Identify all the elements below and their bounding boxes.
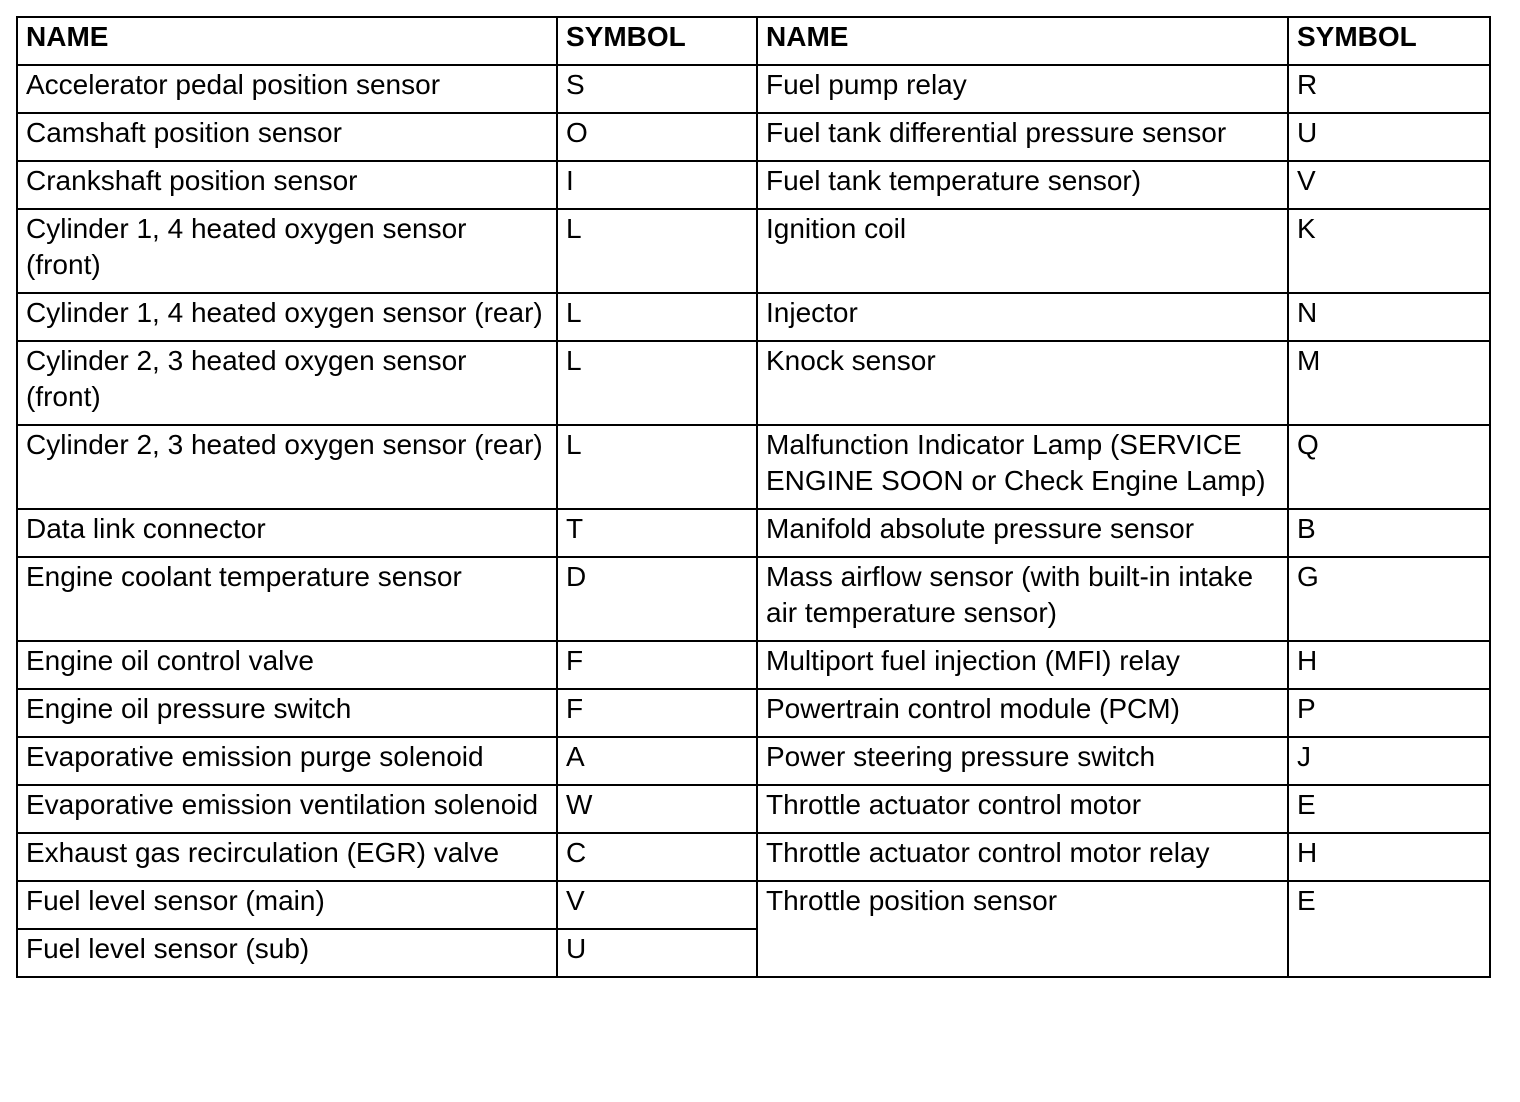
component-name: Throttle actuator control motor relay	[757, 833, 1288, 881]
header-symbol-left: SYMBOL	[557, 17, 757, 65]
table-row	[17, 833, 1490, 881]
component-symbol: P	[1288, 689, 1490, 737]
component-symbol: W	[557, 785, 757, 833]
table-row	[17, 881, 1490, 929]
component-symbol: F	[557, 689, 757, 737]
component-name: Evaporative emission purge solenoid	[17, 737, 557, 785]
table-row	[17, 509, 1490, 557]
component-legend-sheet	[16, 16, 1489, 978]
component-name: Cylinder 2, 3 heated oxygen sensor (rear)	[17, 425, 557, 509]
component-symbol: O	[557, 113, 757, 161]
component-name: Crankshaft position sensor	[17, 161, 557, 209]
component-name: Multiport fuel injection (MFI) relay	[757, 641, 1288, 689]
header-name-left: NAME	[17, 17, 557, 65]
table-row	[17, 425, 1490, 509]
component-name: Malfunction Indicator Lamp (SERVICE ENGINE SOON or Check Engine Lamp)	[757, 425, 1288, 509]
component-symbol: L	[557, 293, 757, 341]
component-symbol: M	[1288, 341, 1490, 425]
component-symbol: A	[557, 737, 757, 785]
table-row	[17, 689, 1490, 737]
component-symbol: B	[1288, 509, 1490, 557]
component-symbol: L	[557, 425, 757, 509]
component-name: Mass airflow sensor (with built-in intake air temperature sensor)	[757, 557, 1288, 641]
component-symbol: L	[557, 209, 757, 293]
component-symbol: S	[557, 65, 757, 113]
component-name: Engine oil control valve	[17, 641, 557, 689]
component-name: Cylinder 2, 3 heated oxygen sensor (front)	[17, 341, 557, 425]
component-name: Injector	[757, 293, 1288, 341]
component-symbol: T	[557, 509, 757, 557]
component-symbol: Q	[1288, 425, 1490, 509]
component-symbol: L	[557, 341, 757, 425]
table-row	[17, 785, 1490, 833]
component-name: Fuel level sensor (sub)	[17, 929, 557, 977]
table-row	[17, 641, 1490, 689]
component-symbol: U	[1288, 113, 1490, 161]
component-symbol: F	[557, 641, 757, 689]
component-name: Data link connector	[17, 509, 557, 557]
component-symbol: N	[1288, 293, 1490, 341]
component-name: Throttle actuator control motor	[757, 785, 1288, 833]
component-name: Knock sensor	[757, 341, 1288, 425]
component-symbol: H	[1288, 641, 1490, 689]
component-name: Fuel tank differential pressure sensor	[757, 113, 1288, 161]
component-symbol: U	[557, 929, 757, 977]
component-symbol: K	[1288, 209, 1490, 293]
table-row	[17, 161, 1490, 209]
header-symbol-right: SYMBOL	[1288, 17, 1490, 65]
component-name: Throttle position sensor	[757, 881, 1288, 977]
component-symbol: D	[557, 557, 757, 641]
component-symbol-table	[16, 16, 1491, 978]
table-row	[17, 65, 1490, 113]
component-name: Ignition coil	[757, 209, 1288, 293]
component-symbol: J	[1288, 737, 1490, 785]
component-name: Powertrain control module (PCM)	[757, 689, 1288, 737]
component-name: Camshaft position sensor	[17, 113, 557, 161]
component-symbol: E	[1288, 881, 1490, 977]
component-symbol: I	[557, 161, 757, 209]
component-name: Power steering pressure switch	[757, 737, 1288, 785]
table-row	[17, 737, 1490, 785]
component-name: Fuel pump relay	[757, 65, 1288, 113]
table-header-row	[17, 17, 1490, 65]
component-symbol: H	[1288, 833, 1490, 881]
component-symbol: G	[1288, 557, 1490, 641]
component-name: Accelerator pedal position sensor	[17, 65, 557, 113]
header-name-right: NAME	[757, 17, 1288, 65]
component-name: Fuel level sensor (main)	[17, 881, 557, 929]
table-row	[17, 113, 1490, 161]
table-row	[17, 293, 1490, 341]
component-name: Evaporative emission ventilation solenoid	[17, 785, 557, 833]
component-name: Engine oil pressure switch	[17, 689, 557, 737]
table-row	[17, 209, 1490, 293]
component-symbol: C	[557, 833, 757, 881]
component-symbol: V	[1288, 161, 1490, 209]
component-name: Cylinder 1, 4 heated oxygen sensor (rear)	[17, 293, 557, 341]
component-symbol: E	[1288, 785, 1490, 833]
component-name: Exhaust gas recirculation (EGR) valve	[17, 833, 557, 881]
component-symbol: R	[1288, 65, 1490, 113]
component-name: Engine coolant temperature sensor	[17, 557, 557, 641]
component-name: Manifold absolute pressure sensor	[757, 509, 1288, 557]
component-name: Fuel tank temperature sensor)	[757, 161, 1288, 209]
table-row	[17, 557, 1490, 641]
component-symbol: V	[557, 881, 757, 929]
table-row	[17, 341, 1490, 425]
component-name: Cylinder 1, 4 heated oxygen sensor (front)	[17, 209, 557, 293]
